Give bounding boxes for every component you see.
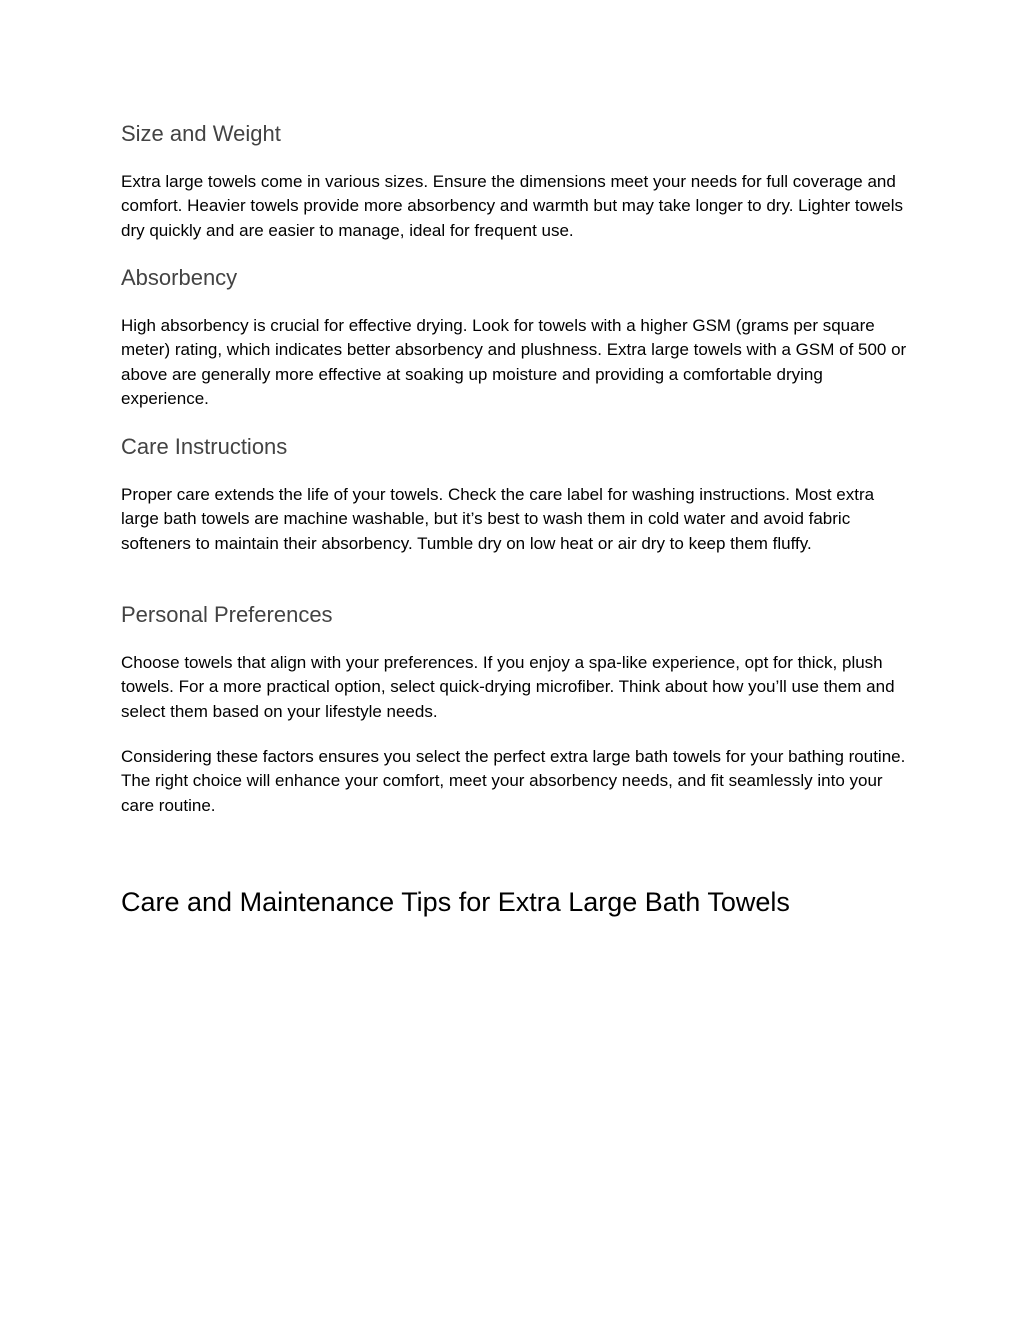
section-heading-care-instructions: Care Instructions	[121, 434, 288, 459]
section-heading-size-and-weight: Size and Weight	[121, 121, 281, 146]
section-heading-personal-preferences: Personal Preferences	[121, 602, 333, 627]
paragraph-absorbency: High absorbency is crucial for effective drying. Look for towels with a higher GSM (grams per square meter) rating, which indicates better absorbency and plushness. Extra large towels with a GSM of 500 or above are generally more effective at soaking up moisture and providing a comfortable drying experience.	[121, 316, 907, 408]
paragraph-size-and-weight: Extra large towels come in various sizes. Ensure the dimensions meet your needs for full coverage and comfort. Heavier towels provide more absorbency and warmth but may take longer to dry. Lighter towels dry quickly and are easier to manage, ideal for frequent use.	[121, 172, 904, 240]
paragraph-conclusion: Considering these factors ensures you select the perfect extra large bath towels for your bathing routine. The right choice will enhance your comfort, meet your absorbency needs, and fit seamlessly into your care routine.	[121, 747, 906, 815]
main-heading-care-and-maintenance: Care and Maintenance Tips for Extra Large Bath Towels	[121, 887, 790, 917]
paragraph-care-instructions: Proper care extends the life of your towels. Check the care label for washing instructions. Most extra large bath towels are machine washable, but it’s best to wash them in cold water and avoid fabric softeners to maintain their absorbency. Tumble dry on low heat or air dry to keep them fluffy.	[121, 485, 875, 553]
paragraph-personal-preferences: Choose towels that align with your preferences. If you enjoy a spa-like experience, opt for thick, plush towels. For a more practical option, select quick-drying microfiber. Think about how you’ll use them and select them based on your lifestyle needs.	[121, 653, 895, 721]
section-heading-absorbency: Absorbency	[121, 265, 238, 290]
